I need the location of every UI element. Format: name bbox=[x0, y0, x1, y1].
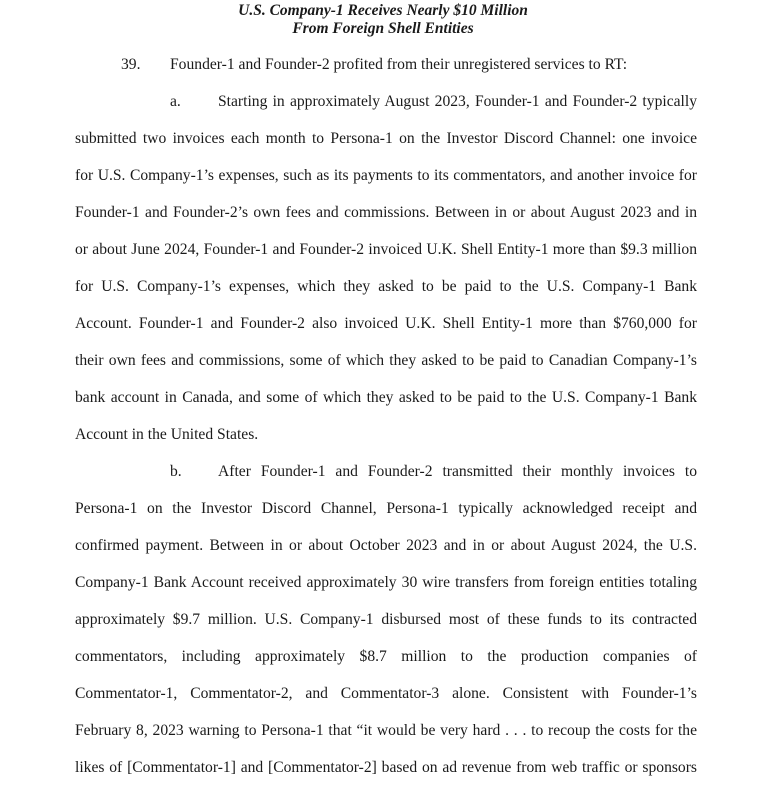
subparagraph-b-line: February 8, 2023 warning to Persona-1 that “it would be very hard . . . to recoup the costs for the bbox=[75, 722, 697, 739]
subparagraph-b-line: Company-1 Bank Account received approximately 30 wire transfers from foreign entities totaling bbox=[75, 574, 697, 591]
subparagraph-b-line: approximately $9.7 million. U.S. Company-1 disbursed most of these funds to its contracted bbox=[75, 611, 697, 628]
subparagraph-a-line: Account in the United States. bbox=[75, 426, 259, 443]
subparagraph-b-line: Persona-1 on the Investor Discord Channel, Persona-1 typically acknowledged receipt and bbox=[75, 500, 697, 517]
subparagraph-b-line: commentators, including approximately $8.7 million to the production companies of bbox=[75, 648, 697, 665]
subparagraph-b-line: After Founder-1 and Founder-2 transmitted their monthly invoices to bbox=[218, 463, 697, 480]
subparagraph-a-line: bank account in Canada, and some of which they asked to be paid to the U.S. Company-1 Bank bbox=[75, 389, 697, 406]
section-heading-line-2: From Foreign Shell Entities bbox=[292, 20, 474, 37]
paragraph-number: 39. bbox=[121, 56, 141, 73]
paragraph-39-text: Founder-1 and Founder-2 profited from their unregistered services to RT: bbox=[170, 56, 628, 73]
subparagraph-a-line: their own fees and commissions, some of which they asked to be paid to Canadian Company-1’s bbox=[75, 352, 697, 369]
subparagraph-b-line: Commentator-1, Commentator-2, and Commentator-3 alone. Consistent with Founder-1’s bbox=[75, 685, 697, 702]
subparagraph-a-line: Starting in approximately August 2023, Founder-1 and Founder-2 typically bbox=[218, 93, 697, 110]
subparagraph-a-line: for U.S. Company-1’s expenses, such as its payments to its commentators, and another invoice for bbox=[75, 167, 697, 184]
subparagraph-b-line: confirmed payment. Between in or about October 2023 and in or about August 2024, the U.S. bbox=[75, 537, 697, 554]
subparagraph-a-line: submitted two invoices each month to Persona-1 on the Investor Discord Channel: one invoice bbox=[75, 130, 697, 147]
subparagraph-b-line: likes of [Commentator-1] and [Commentator-2] based on ad revenue from web traffic or sponsors bbox=[75, 759, 697, 776]
subparagraph-a-line: or about June 2024, Founder-1 and Founder-2 invoiced U.K. Shell Entity-1 more than $9.3 million bbox=[75, 241, 697, 258]
subparagraph-a-line: Founder-1 and Founder-2’s own fees and commissions. Between in or about August 2023 and in bbox=[75, 204, 697, 221]
subparagraph-a-marker: a. bbox=[170, 93, 181, 110]
subparagraph-b-marker: b. bbox=[170, 463, 182, 480]
subparagraph-a-line: for U.S. Company-1’s expenses, which they asked to be paid to the U.S. Company-1 Bank bbox=[75, 278, 697, 295]
section-heading-line-1: U.S. Company-1 Receives Nearly $10 Million bbox=[238, 2, 528, 19]
subparagraph-a-line: Account. Founder-1 and Founder-2 also invoiced U.K. Shell Entity-1 more than $760,000 for bbox=[75, 315, 697, 332]
